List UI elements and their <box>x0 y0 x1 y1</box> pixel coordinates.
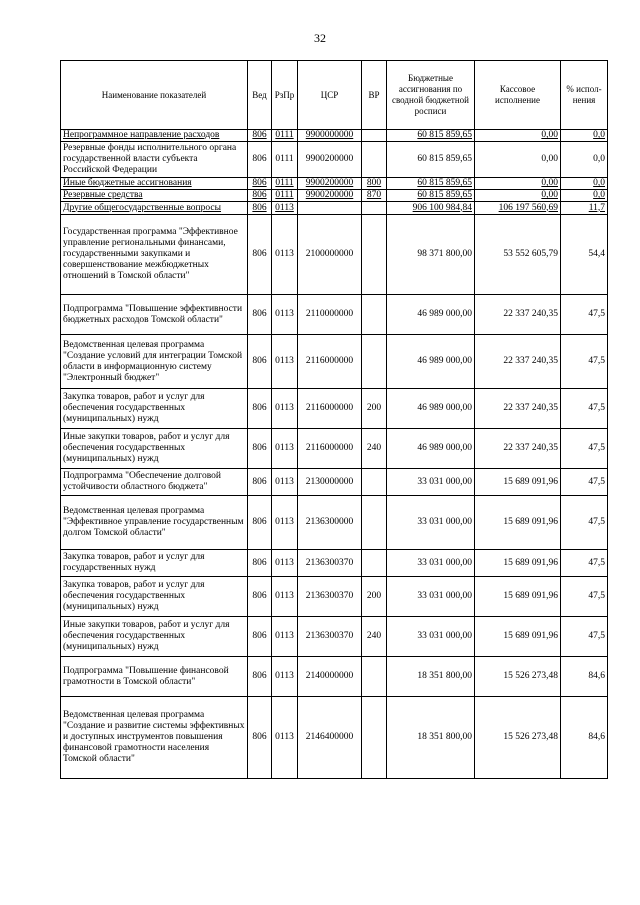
table-row <box>61 550 608 577</box>
row-rzpr-cell: 0113 <box>272 617 298 657</box>
row-percent-cell: 47,5 <box>561 469 608 496</box>
row-vr-cell: 240 <box>362 617 387 657</box>
row-vr-cell: 800 <box>362 178 387 190</box>
row-cash-cell: 22 337 240,35 <box>475 295 561 335</box>
row-percent-cell: 0,0 <box>561 130 608 142</box>
row-percent-cell: 47,5 <box>561 577 608 617</box>
row-csr-cell: 2116000000 <box>298 389 362 429</box>
table-row <box>61 697 608 779</box>
row-vr-cell <box>362 295 387 335</box>
row-ved-cell: 806 <box>248 190 272 202</box>
row-cash-cell: 15 689 091,96 <box>475 577 561 617</box>
row-budget-cell: 60 815 859,65 <box>387 142 475 178</box>
row-name-cell: Другие общегосударственные вопросы <box>61 202 248 215</box>
row-name-cell: Непрограммное направление расходов <box>61 130 248 142</box>
row-vr-cell <box>362 469 387 496</box>
page-number: 32 <box>314 31 326 45</box>
header-csr: ЦСР <box>298 61 362 130</box>
row-ved-cell: 806 <box>248 215 272 295</box>
row-ved-cell: 806 <box>248 577 272 617</box>
row-name-cell: Иные бюджетные ассигнования <box>61 178 248 190</box>
row-rzpr-cell: 0113 <box>272 469 298 496</box>
row-cash-cell: 15 526 273,48 <box>475 657 561 697</box>
row-csr-cell: 2116000000 <box>298 429 362 469</box>
row-rzpr-cell: 0113 <box>272 335 298 389</box>
row-rzpr-cell: 0113 <box>272 657 298 697</box>
table-row <box>61 617 608 657</box>
row-budget-cell: 18 351 800,00 <box>387 697 475 779</box>
table-row <box>61 295 608 335</box>
row-name-cell: Резервные фонды исполнительного органа государственной власти субъекта Российской Федерации <box>61 142 248 178</box>
row-csr-cell: 2136300370 <box>298 577 362 617</box>
row-budget-cell: 46 989 000,00 <box>387 389 475 429</box>
row-vr-cell: 200 <box>362 577 387 617</box>
row-percent-cell: 84,6 <box>561 697 608 779</box>
row-name-cell: Закупка товаров, работ и услуг для государственных нужд <box>61 550 248 577</box>
row-name-cell: Ведомственная целевая программа "Создание и развитие системы эффективных и доступных инструментов повышения финансовой грамотности населения Томской области" <box>61 697 248 779</box>
row-cash-cell: 106 197 560,69 <box>475 202 561 215</box>
row-ved-cell: 806 <box>248 429 272 469</box>
row-vr-cell <box>362 130 387 142</box>
row-ved-cell: 806 <box>248 657 272 697</box>
row-vr-cell: 200 <box>362 389 387 429</box>
row-rzpr-cell: 0113 <box>272 550 298 577</box>
row-name-cell: Ведомственная целевая программа "Эффективное управление государственным долгом Томской области" <box>61 496 248 550</box>
row-rzpr-cell: 0111 <box>272 178 298 190</box>
row-cash-cell: 0,00 <box>475 142 561 178</box>
row-budget-cell: 46 989 000,00 <box>387 295 475 335</box>
row-percent-cell: 47,5 <box>561 617 608 657</box>
row-ved-cell: 806 <box>248 697 272 779</box>
row-percent-cell: 0,0 <box>561 142 608 178</box>
table-header-row <box>61 61 608 130</box>
row-percent-cell: 47,5 <box>561 429 608 469</box>
row-rzpr-cell: 0113 <box>272 577 298 617</box>
row-csr-cell: 2116000000 <box>298 335 362 389</box>
row-budget-cell: 60 815 859,65 <box>387 130 475 142</box>
row-name-cell: Подпрограмма "Повышение финансовой грамотности в Томской области" <box>61 657 248 697</box>
row-name-cell: Иные закупки товаров, работ и услуг для обеспечения государственных (муниципальных) нужд <box>61 617 248 657</box>
table-row <box>61 130 608 142</box>
row-ved-cell: 806 <box>248 142 272 178</box>
row-name-cell: Иные закупки товаров, работ и услуг для обеспечения государственных (муниципальных) нужд <box>61 429 248 469</box>
row-csr-cell: 9900200000 <box>298 190 362 202</box>
row-cash-cell: 15 689 091,96 <box>475 550 561 577</box>
row-percent-cell: 84,6 <box>561 657 608 697</box>
header-ved: Вед <box>248 61 272 130</box>
row-percent-cell: 0,0 <box>561 190 608 202</box>
row-ved-cell: 806 <box>248 178 272 190</box>
row-name-cell: Государственная программа "Эффективное управление региональными финансами, государственными закупками и совершенствование межбюджетных отношений в Томской области" <box>61 215 248 295</box>
row-percent-cell: 0,0 <box>561 178 608 190</box>
row-budget-cell: 98 371 800,00 <box>387 215 475 295</box>
row-budget-cell: 60 815 859,65 <box>387 178 475 190</box>
row-vr-cell <box>362 202 387 215</box>
row-vr-cell <box>362 550 387 577</box>
row-rzpr-cell: 0113 <box>272 215 298 295</box>
row-name-cell: Ведомственная целевая программа "Создание условий для интеграции Томской области в информационную систему "Электронный бюджет" <box>61 335 248 389</box>
table-row <box>61 657 608 697</box>
row-ved-cell: 806 <box>248 550 272 577</box>
row-rzpr-cell: 0113 <box>272 496 298 550</box>
header-name: Наименование показателей <box>61 61 248 130</box>
row-rzpr-cell: 0113 <box>272 697 298 779</box>
row-cash-cell: 53 552 605,79 <box>475 215 561 295</box>
row-ved-cell: 806 <box>248 202 272 215</box>
row-ved-cell: 806 <box>248 496 272 550</box>
table-row <box>61 190 608 202</box>
row-cash-cell: 15 526 273,48 <box>475 697 561 779</box>
header-rzpr: РзПр <box>272 61 298 130</box>
row-budget-cell: 33 031 000,00 <box>387 577 475 617</box>
row-budget-cell: 46 989 000,00 <box>387 335 475 389</box>
row-budget-cell: 60 815 859,65 <box>387 190 475 202</box>
row-vr-cell <box>362 335 387 389</box>
row-name-cell: Закупка товаров, работ и услуг для обеспечения государственных (муниципальных) нужд <box>61 577 248 617</box>
budget-execution-table <box>60 60 608 779</box>
row-budget-cell: 33 031 000,00 <box>387 550 475 577</box>
row-name-cell: Подпрограмма "Повышение эффективности бюджетных расходов Томской области" <box>61 295 248 335</box>
row-ved-cell: 806 <box>248 389 272 429</box>
row-cash-cell: 0,00 <box>475 130 561 142</box>
row-cash-cell: 22 337 240,35 <box>475 335 561 389</box>
row-csr-cell: 2130000000 <box>298 469 362 496</box>
table-row <box>61 335 608 389</box>
row-cash-cell: 15 689 091,96 <box>475 617 561 657</box>
row-csr-cell: 2110000000 <box>298 295 362 335</box>
row-rzpr-cell: 0113 <box>272 389 298 429</box>
row-name-cell: Резервные средства <box>61 190 248 202</box>
table-row <box>61 389 608 429</box>
row-csr-cell: 2146400000 <box>298 697 362 779</box>
row-percent-cell: 47,5 <box>561 496 608 550</box>
row-budget-cell: 33 031 000,00 <box>387 617 475 657</box>
header-cash: Кассовое исполнение <box>475 61 561 130</box>
row-budget-cell: 33 031 000,00 <box>387 469 475 496</box>
row-budget-cell: 33 031 000,00 <box>387 496 475 550</box>
row-csr-cell <box>298 202 362 215</box>
row-vr-cell <box>362 215 387 295</box>
row-budget-cell: 46 989 000,00 <box>387 429 475 469</box>
row-ved-cell: 806 <box>248 335 272 389</box>
row-cash-cell: 15 689 091,96 <box>475 496 561 550</box>
row-csr-cell: 2136300370 <box>298 550 362 577</box>
row-percent-cell: 47,5 <box>561 295 608 335</box>
row-percent-cell: 11,7 <box>561 202 608 215</box>
row-cash-cell: 22 337 240,35 <box>475 389 561 429</box>
table-row <box>61 215 608 295</box>
row-percent-cell: 54,4 <box>561 215 608 295</box>
table-row <box>61 577 608 617</box>
row-cash-cell: 15 689 091,96 <box>475 469 561 496</box>
row-percent-cell: 47,5 <box>561 389 608 429</box>
row-rzpr-cell: 0111 <box>272 190 298 202</box>
row-csr-cell: 9900200000 <box>298 178 362 190</box>
table-row <box>61 496 608 550</box>
header-budget: Бюджетные ассигнования по сводной бюджетной росписи <box>387 61 475 130</box>
header-vr: ВР <box>362 61 387 130</box>
row-rzpr-cell: 0113 <box>272 295 298 335</box>
row-cash-cell: 22 337 240,35 <box>475 429 561 469</box>
row-csr-cell: 9900200000 <box>298 142 362 178</box>
row-vr-cell <box>362 657 387 697</box>
table-row <box>61 178 608 190</box>
row-csr-cell: 2140000000 <box>298 657 362 697</box>
row-rzpr-cell: 0111 <box>272 142 298 178</box>
row-csr-cell: 9900000000 <box>298 130 362 142</box>
row-name-cell: Закупка товаров, работ и услуг для обеспечения государственных (муниципальных) нужд <box>61 389 248 429</box>
row-rzpr-cell: 0113 <box>272 202 298 215</box>
header-percent: % испол- нения <box>561 61 608 130</box>
row-cash-cell: 0,00 <box>475 190 561 202</box>
row-csr-cell: 2136300370 <box>298 617 362 657</box>
row-vr-cell: 240 <box>362 429 387 469</box>
row-name-cell: Подпрограмма "Обеспечение долговой устойчивости областного бюджета" <box>61 469 248 496</box>
row-budget-cell: 906 100 984,84 <box>387 202 475 215</box>
table-row <box>61 429 608 469</box>
row-vr-cell: 870 <box>362 190 387 202</box>
row-vr-cell <box>362 697 387 779</box>
table-row <box>61 469 608 496</box>
row-ved-cell: 806 <box>248 295 272 335</box>
row-csr-cell: 2136300000 <box>298 496 362 550</box>
row-budget-cell: 18 351 800,00 <box>387 657 475 697</box>
row-vr-cell <box>362 496 387 550</box>
row-vr-cell <box>362 142 387 178</box>
row-rzpr-cell: 0111 <box>272 130 298 142</box>
row-ved-cell: 806 <box>248 617 272 657</box>
row-csr-cell: 2100000000 <box>298 215 362 295</box>
row-percent-cell: 47,5 <box>561 550 608 577</box>
row-ved-cell: 806 <box>248 130 272 142</box>
row-percent-cell: 47,5 <box>561 335 608 389</box>
row-rzpr-cell: 0113 <box>272 429 298 469</box>
table-row <box>61 142 608 178</box>
row-cash-cell: 0,00 <box>475 178 561 190</box>
row-ved-cell: 806 <box>248 469 272 496</box>
table-row <box>61 202 608 215</box>
